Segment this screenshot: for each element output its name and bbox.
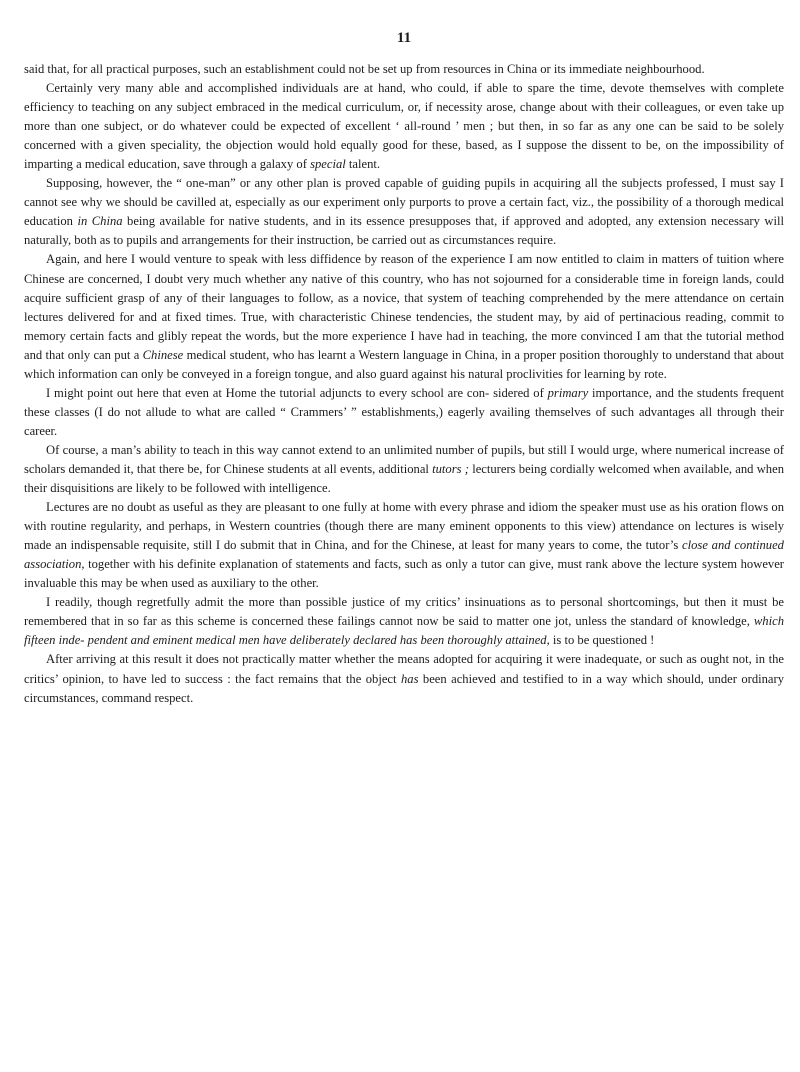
text-run: medical student, who has learnt a Western language in China, in a proper position thoroughly to understand that about which information can only be conveyed in a foreign tongue, and also guard against his natural proclivities for learning by rote. bbox=[24, 347, 785, 381]
text-run: Of course, a man’s ability to teach in this way cannot extend to an unlimited number of pupils, but still I would urge, where numerical increase of scholars demanded it, that there be, for Chinese students at all events, additional bbox=[24, 442, 784, 476]
paragraph-4 bbox=[24, 250, 784, 383]
paragraph-7 bbox=[24, 498, 784, 593]
italic-text: which fifteen inde- pendent and eminent medical men have deliberately declared has been thoroughly attained, bbox=[24, 614, 784, 648]
text-run: Again, and here I would venture to speak with less diffidence by reason of the experience I am now entitled to claim in matters of tuition where Chinese are concerned, I doubt very much whether any native of this country, who has not sojourned for a considerable time in foreign lands, could acquire sufficient grasp of any of their languages to follow, as a novice, that system of teaching comprehended by the mere attendance on certain lectures delivered for and at fixed times. True, with characteristic Chinese tendencies, the student may, by aid of pertinacious reading, commit to memory certain facts and glibly repeat the words, but the more experience I have had in teaching, the more convinced I am that the tutorial method and that only can put a bbox=[24, 252, 784, 362]
body-text bbox=[24, 60, 784, 708]
paragraph-6 bbox=[24, 441, 784, 498]
text-run: I might point out here that even at Home the tutorial adjuncts to every school are con- sidered of bbox=[46, 385, 548, 400]
italic-text: primary bbox=[547, 385, 589, 400]
paragraph-1 bbox=[24, 60, 784, 79]
italic-text: Chinese bbox=[142, 347, 184, 362]
text-run: said that, for all practical purposes, such an establishment could not be set up from resources in China or its immediate neighbourhood. bbox=[24, 62, 705, 76]
text-run: Certainly very many able and accomplished individuals are at hand, who could, if able to spare the time, devote themselves with complete efficiency to teaching on any subject embraced in the medical curriculum, or, if necessity arose, change about with their colleagues, or even take up more than one subject, or do whatever could be expected of excellent ‘ all-round ’ men ; but then, in so far as any one can be said to be solely concerned with a given speciality, the objection would hold equally good for these, based, as I suppose the dissent to be, on the impossibility of imparting a medical education, save through a galaxy of bbox=[24, 81, 784, 172]
text-run: together with his definite explanation of statements and facts, such as only a tutor can give, must rank above the lecture system however invaluable this may be when used as auxiliary to the other. bbox=[24, 557, 784, 591]
italic-text: has bbox=[400, 671, 419, 686]
italic-text: tutors ; bbox=[432, 461, 469, 476]
paragraph-9 bbox=[24, 650, 784, 707]
paragraph-8 bbox=[24, 593, 784, 650]
paragraph-5 bbox=[24, 384, 784, 441]
text-run: I readily, though regretfully admit the more than possible justice of my critics’ insinuations as to personal shortcomings, but then it must be remembered that in so far as this scheme is concerned these failings cannot now be said to matter one jot, unless the standard of knowledge, bbox=[24, 595, 784, 629]
text-run: importance, and the students frequent these classes (I do not allude to what are called “ Crammers’ ” establishments,) eagerly availing themselves of such advantages all through their career. bbox=[24, 385, 784, 438]
italic-text: in China bbox=[77, 214, 123, 229]
text-run: talent. bbox=[345, 157, 381, 172]
text-run: Supposing, however, the “ one-man” or any other plan is proved capable of guiding pupils in acquiring all the subjects professed, I must say I cannot see why we should be cavilled at, especially as our experiment only purports to prove a certain fact, viz., the possibility of a thorough medical education bbox=[24, 176, 784, 229]
text-run: is to be questioned ! bbox=[549, 633, 655, 648]
paragraph-3 bbox=[24, 174, 784, 250]
paragraph-2 bbox=[24, 79, 784, 174]
text-run: lecturers being cordially welcomed when available, and when their disquisitions are likely to be followed with intelligence. bbox=[24, 461, 784, 496]
text-run: been achieved and testified to in a way which should, under ordinary circumstances, command respect. bbox=[24, 671, 784, 705]
text-run: being available for native students, and in its essence presupposes that, if approved and adopted, any extension necessary will naturally, both as to pupils and arrangements for their instruction, be carried out as circumstances require. bbox=[24, 214, 784, 248]
text-run: After arriving at this result it does not practically matter whether the means adopted for acquiring it were inadequate, or such as ought not, in the critics’ opinion, to have led to success : the fact remains that the object bbox=[24, 652, 784, 686]
page-number: 11 bbox=[396, 30, 412, 46]
italic-text: special bbox=[310, 157, 346, 172]
text-run: Lectures are no doubt as useful as they are pleasant to one fully at home with every phrase and idiom the speaker must use as his oration flows on with routine regularity, and perhaps, in Western countries (though there are many eminent opponents to this view) attendance on lectures is wisely made an indispensable requisite, still I do submit that in China, and for the Chinese, at least for many years to come, the tutor’s bbox=[24, 500, 784, 553]
italic-text: close and continued association, bbox=[24, 538, 784, 572]
